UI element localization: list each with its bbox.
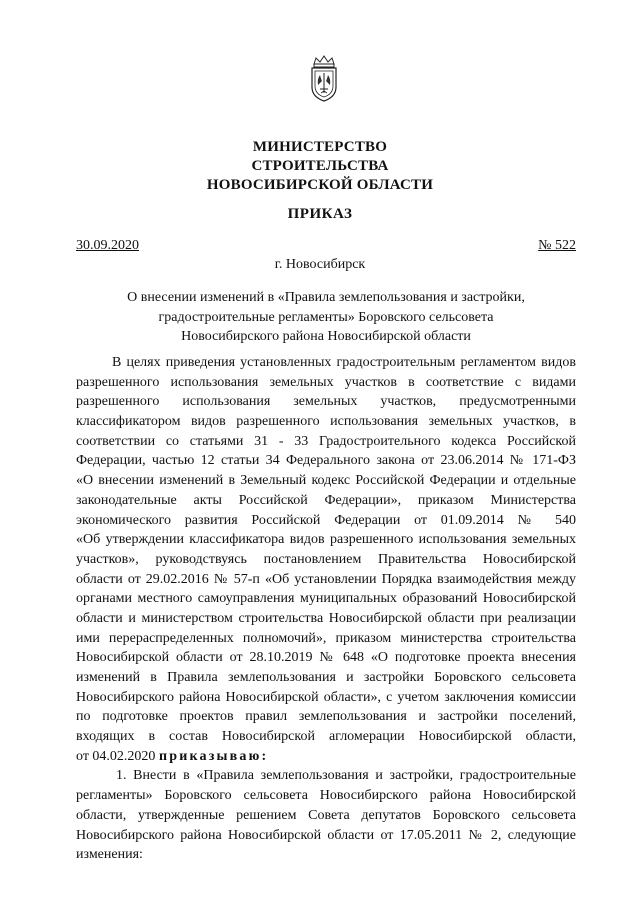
- order-city: г. Новосибирск: [274, 257, 366, 272]
- body-line: соответствии со статьями 31 - 33 Градостроительного кодекса Российской: [76, 433, 576, 449]
- subject-line: Новосибирского района Новосибирской области: [181, 329, 471, 344]
- body-line: ими перераспределенных полномочий», приказом министерства строительства: [76, 630, 576, 646]
- body-line: участков», руководствуясь постановлением Правительства Новосибирской: [76, 551, 576, 567]
- order-date: 30.09.2020: [76, 238, 139, 253]
- body-line: изменений в Правила землепользования и застройки Боровского сельсовета: [76, 670, 576, 685]
- order-decree-line: [76, 747, 576, 767]
- body-line: Федерации, частью 12 статьи 34 Федерального закона от 23.06.2014 № 171-ФЗ: [76, 453, 576, 469]
- subject-line: градостроительные регламенты» Боровского сельсовета: [158, 309, 494, 325]
- item-line: регламенты» Боровского сельсовета Новосибирского района Новосибирской: [76, 788, 576, 804]
- body-line: разрешенного использования земельных участков в соответствие с видами: [76, 374, 576, 390]
- body-line: законодательные акты Российской Федерации», приказом Министерства: [76, 492, 576, 508]
- body-line: классификатором видов разрешенного использования земельных участков, в: [76, 414, 576, 430]
- body-line: разрешенного использования земельных участков, предусмотренными: [76, 394, 576, 410]
- body-line: Новосибирской области от 28.10.2019 № 648 «О подготовке проекта внесения: [76, 650, 576, 666]
- body-line: «О внесении изменений в Земельный кодекс Российской Федерации и отдельные: [76, 473, 576, 489]
- body-line: области и министерством строительства Новосибирской области при реализации: [76, 610, 576, 626]
- body-line: В целях приведения установленных градостроительным регламентом видов: [112, 355, 576, 370]
- coat-of-arms-icon: [306, 55, 342, 103]
- body-line: «Об утверждении классификатора видов разрешенного использования земельных: [76, 532, 576, 548]
- ministry-line-2: СТРОИТЕЛЬСТВА: [251, 158, 389, 174]
- body-line: Новосибирского района Новосибирской области», с учетом заключения комиссии: [76, 689, 576, 705]
- item-line: области, утвержденные решением Совета депутатов Боровского сельсовета: [76, 807, 576, 823]
- decree-keyword: приказываю:: [158, 748, 269, 764]
- ministry-line-3: НОВОСИБИРСКОЙ ОБЛАСТИ: [206, 177, 434, 193]
- item-line: изменения:: [76, 847, 143, 863]
- body-line: экономического развития Российской Федерации от 01.09.2014 № 540: [76, 512, 576, 528]
- ministry-line-1: МИНИСТЕРСТВО: [252, 139, 388, 155]
- ministry-name: [0, 138, 640, 195]
- item-line: 1. Внести в «Правила землепользования и застройки, градостроительные: [116, 768, 576, 784]
- body-line: по подготовке проектов правил землепользования и застройки поселений,: [76, 709, 576, 725]
- subject-line: О внесении изменений в «Правила землепользования и застройки,: [127, 290, 525, 305]
- order-body: [76, 353, 576, 865]
- decree-date: от 04.02.2020: [76, 748, 159, 764]
- body-line: органами местного самоуправления муниципальных образований Новосибирской: [76, 591, 576, 607]
- body-line: области от 29.02.2016 № 57-п «Об установлении Порядка взаимодействия между: [76, 571, 576, 587]
- order-subject: [76, 288, 576, 347]
- order-title: ПРИКАЗ: [287, 206, 353, 222]
- order-number: № 522: [538, 238, 576, 253]
- item-line: Новосибирского района Новосибирской области от 17.05.2011 № 2, следующие: [76, 827, 576, 843]
- body-line: входящих в состав Новосибирской агломерации Новосибирской области,: [76, 729, 576, 745]
